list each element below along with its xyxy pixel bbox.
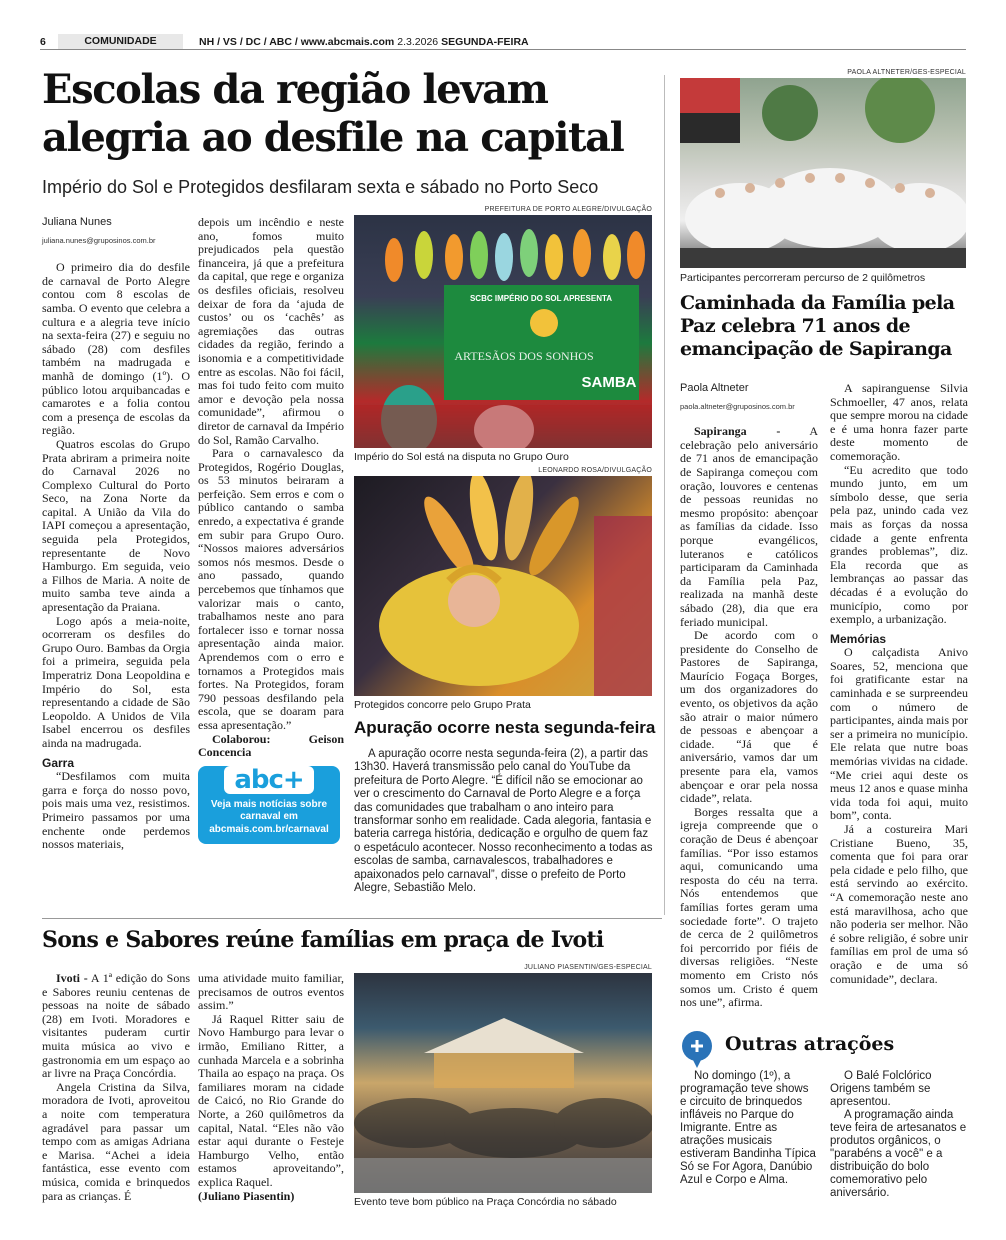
- photo-caption: Participantes percorreram percurso de 2 quilômetros: [680, 272, 926, 284]
- signature: (Juliano Piasentin): [198, 1188, 295, 1203]
- photo-credit: PREFEITURA DE PORTO ALEGRE/DIVULGAÇÃO: [484, 206, 652, 213]
- paragraph: Logo após a meia-noite, ocorreram os desfiles do Grupo Ouro. Bambas da Orgia foi a primeira, seguida pela Imperatriz Dona Leopoldina e Império do Sol, esta representando a cidade de São Leopoldo. A Unidos de Vila Isabel encerrou os desfiles ainda na madrugada.: [42, 613, 190, 750]
- crowd-photo-illustration: [680, 78, 966, 268]
- promo-text: Veja mais notícias sobre: [210, 798, 328, 810]
- paragraph: “Eu acredito que todo mundo junto, em um símbolo desse, que seria pela paz, unindo cada vez mais as forças da nossa cidade a gente enfrenta grandes problemas”, diz. Ela recorda que as lembranças ao passar das décadas é a evolução do município, como por exemplo, a urbanização.: [830, 462, 968, 627]
- promo-link[interactable]: abcmais.com.br/carnaval: [209, 823, 329, 835]
- paragraph: O Balé Folclórico Origens também se apresentou.: [830, 1070, 932, 1108]
- square-photo-illustration: [354, 973, 652, 1193]
- issue-date: 2.3.2026: [397, 35, 439, 48]
- paragraph: Já a costureira Mari Cristiane Bueno, 35, comenta que foi para orar pela cidade e pelo filho, que está servindo ao exército. “A comemoração neste ano está maravilhosa, acho que não poderia ser melhor. Não é sobre religião, é sobre unir famílias em prol de uma só oração e de uma só comunidade”, declara.: [830, 822, 968, 986]
- box-title: Outras atrações: [725, 1033, 895, 1055]
- dateline: Ivoti -: [56, 971, 88, 985]
- bottom-article-column-1: [42, 972, 190, 1203]
- emblem: [530, 309, 558, 337]
- plus-icon: [680, 1030, 714, 1070]
- abcmais-promo[interactable]: [198, 766, 340, 844]
- paragraph: A apuração ocorre nesta segunda-feira (2), a partir das 13h30. Haverá transmissão pelo canal do YouTube da prefeitura de Porto Alegre. “É difícil não se emocionar ao ver o crescimento do Carnaval de Porto Alegre e a força das comunidades que trabalham o ano inteiro para transformar sonho em realidade. Cada alegoria, fantasia e bateria carrega história, dedicação e orgulho de quem faz o espetáculo acontecer. Nosso reconhecimento a todas as escolas de samba, carnavalescos, trabalhadores e apaixonados pelo carnaval”, disse o prefeito de Porto Alegre, Sebastião Melo.: [354, 748, 653, 895]
- page-number: 6: [40, 35, 46, 48]
- paragraph: Borges ressalta que a igreja compreende que o coração de Deus é abençoar famílias. “Por isso estamos aqui, comunicando uma resposta do céu na terra. Nós entendemos que famílias fortes geram uma sociedade forte”. O trajeto de cerca de 2 quilômetros foi percorrido por fiéis de diversas religiões. “Neste momento em Cristo nós somos um. Cristo é quem nos une”, afirma.: [680, 804, 818, 1010]
- paragraph: Angela Cristina da Silva, moradora de Ivoti, aproveitou a noite com temperatura agradável para passar um tempo com as amigas Adriana e Marisa. “Achei a ideia fantástica, esse evento com música, comida e brinquedos para as crianças. É: [42, 1079, 190, 1203]
- promo-text: carnaval em: [240, 811, 298, 823]
- sign-text: SAMBA: [581, 374, 637, 391]
- photo-caption: Evento teve bom público na Praça Concórdia no sábado: [354, 1196, 617, 1208]
- main-article-column-1: [42, 216, 190, 852]
- abcmais-logo: abc+: [234, 764, 304, 795]
- main-subheadline: Império do Sol e Protegidos desfilaram sexta e sábado no Porto Seco: [42, 177, 599, 197]
- paragraph: Para o carnavalesco da Protegidos, Rogério Douglas, os 53 minutos beiraram a perfeição. Sem erros e com o público cantando o samba enredo, a expectativa é grande em subir para Grupo Ouro. “Nossos maiores adversários somos nós mesmos. Desde o ano passado, quando percebemos que tínhamos que valorizar mais o canto, trabalhamos neste ano para fortalecer isso e tornar nossa apresentação ainda maior. Aprendemos com o erro e tornamos a Protegidos mais fortes. Na Protegidos, foram 790 pessoas desfilando pela escola, que se doaram para essa apresentação.”: [198, 446, 344, 732]
- carnival-photo-illustration: [354, 215, 652, 448]
- sidebar-title: Apuração ocorre nesta segunda-feira: [354, 718, 656, 737]
- outlets: NH / VS / DC / ABC / www.abcmais.com: [199, 35, 395, 48]
- author-email: paola.altneter@gruposinos.com.br: [680, 401, 795, 411]
- paragraph: O calçadista Anivo Soares, 52, menciona que foi gratificante estar na caminhada e se surpreendeu com o número de participantes, ainda mais por ser a primeira no município. Ele relata que nutre boas memórias vividas na cidade. “Me criei aqui deste os meus 12 anos e quase minha vida toda foi aqui, muito bom”, conta.: [830, 645, 968, 823]
- right-article-column-1: [680, 382, 818, 1010]
- sign-text: ARTESÃOS DOS SONHOS: [454, 349, 594, 363]
- subhead-garra: Garra: [42, 755, 75, 770]
- paragraph: O primeiro dia do desfile de carnaval de Porto Alegre contou com 8 escolas de samba. O evento que celebra a cultura e a alegria teve início na sexta-feira (27) e seguiu no sábado (28) com desfiles também na madrugada e manhã de domingo (1º). O público lotou arquibancadas e camarotes e a folia contou com a presença de escolas da região.: [42, 260, 190, 438]
- main-article-column-2: [198, 216, 344, 844]
- bottom-article-column-2: [198, 972, 344, 1203]
- box-column-1: [680, 1070, 818, 1187]
- section-label: COMUNIDADE: [58, 34, 183, 49]
- paragraph: uma atividade muito familiar, precisamos de outros eventos assim.”: [198, 971, 344, 1013]
- feather-decorations: [385, 229, 645, 282]
- page-header: [40, 34, 966, 50]
- right-headline: Caminhada da Família pela Paz celebra 71 anos de emancipação de Sapiranga: [680, 292, 955, 360]
- author-name: Paola Altneter: [680, 382, 749, 394]
- paragraph: Sapiranga - A celebração pelo aniversário de 71 anos de emancipação de Sapiranga começou com oração, louvores e centenas de pessoas reunidas no mesmo propósito: abençoar as famílias da cidade. Isso porque evangélicos, luteranos e católicos participaram da Caminhada da Família pela Paz, realizada na manhã deste sábado (28), dia que era feriado municipal.: [680, 424, 818, 629]
- photo-caption: Império do Sol está na disputa no Grupo Ouro: [354, 451, 569, 463]
- sidebar-body: [354, 748, 656, 895]
- paragraph: Já Raquel Ritter saiu de Novo Hamburgo para levar o irmão, Emiliano Ritter, a cunhada Marcela e a sobrinha Thaila ao espaço na praça. Os familiares moram na cidade de Caicó, no Rio Grande do Norte, a 260 quilômetros da capital, Natal. “Eles não vão estar aqui durante o Festeje Hamburgo Velho, então estamos aproveitando”, explica Raquel.: [198, 1011, 344, 1189]
- author-email: juliana.nunes@gruposinos.com.br: [42, 235, 156, 245]
- column-divider: [664, 75, 665, 915]
- paragraph: No domingo (1º), a programação teve shows e circuito de brinquedos infláveis no Parque do Imigrante. Entre as atrações musicais estiveram Bandinha Típica Só se For Agora, Danúbio Azul e Corpo e Alma.: [680, 1070, 816, 1186]
- photo-caption: Protegidos concorre pelo Grupo Prata: [354, 699, 531, 711]
- sign-text: SCBC IMPÉRIO DO SOL APRESENTA: [469, 294, 613, 303]
- photo-imperio-do-sol: [354, 215, 652, 448]
- main-headline: Escolas da região levam alegria ao desfile na capital: [42, 66, 624, 161]
- dateline: Sapiranga -: [694, 424, 781, 439]
- box-column-2: [830, 1070, 970, 1200]
- right-article-column-2: [830, 382, 968, 986]
- paragraph: A sapiranguense Silvia Schmoeller, 47 anos, relata que sempre morou na cidade e é uma honra fazer parte deste momento de comemoração.: [830, 381, 968, 463]
- dancer-face: [448, 575, 500, 627]
- paragraph: Ivoti - A 1ª edição do Sons e Sabores reuniu centenas de pessoas na noite de sábado (28) em Ivoti. Moradores e visitantes puderam curtir muita música ao vivo e gastronomia em um espaço ao ar livre na Praça Concórdia.: [42, 971, 190, 1081]
- crowd: [354, 1098, 652, 1158]
- paragraph: “Desfilamos com muita garra e força do nosso povo, pois mais uma vez, resistimos. Primeiro passamos por uma enchente onde perdemos nossos materiais,: [42, 769, 190, 852]
- subhead-memorias: Memórias: [830, 631, 887, 646]
- photo-credit: PAOLA ALTNETER/GES-ESPECIAL: [847, 69, 966, 76]
- carnival-photo-illustration: [354, 476, 652, 696]
- section-divider: [42, 918, 662, 919]
- crowd: [685, 168, 966, 253]
- author-name: Juliana Nunes: [42, 216, 112, 228]
- photo-protegidos: [354, 476, 652, 696]
- photo-sons-e-sabores: [354, 973, 652, 1193]
- collaboration-credit: Colaborou: Geison Concencia: [198, 731, 344, 760]
- photo-caminhada: [680, 78, 966, 268]
- paragraph: Quatros escolas do Grupo Prata abriram a primeira noite do Carnaval 2026 no Complexo Cultural do Porto Seco, na Zona Norte da capital. A União da Vila do IAPI começou a apresentação, seguida pela Protegidos, representante de Novo Hamburgo. Em seguida, veio a Filhos de Maria. A noite de muito samba teve ainda a apresentação da Praiana.: [42, 436, 190, 615]
- headdress-feathers: [416, 476, 587, 581]
- paragraph: depois um incêndio e neste ano, fomos muito prejudicados pela questão financeira, já que a prefeitura da capital, que rege e organiza os desfiles oficiais, resolveu deixar de fora da ‘ajuda de custos’ ou os ‘cachês’ as agremiações das outras cidades da região, ferindo a isonomia e a competitividade entre as escolas. Não foi fácil, mas foi tudo feito com muito amor e devoção pela nossa comunidade”, afirmou o diretor de carnaval da Império do Sol, Ramão Carvalho.: [198, 215, 344, 447]
- paragraph: De acordo com o presidente do Conselho de Pastores de Sapiranga, Maurício Fogaça Borges, um dos organizadores do evento, os objetivos da ação são atrair o maior número de pessoas e abençoar a cidade. “Já que é aniversário, vamos dar um presente para ela, vamos abençoar e orar pela nossa cidade”, relata.: [680, 628, 818, 806]
- weekday: SEGUNDA-FEIRA: [441, 35, 529, 48]
- bottom-headline: Sons e Sabores reúne famílias em praça de Ivoti: [42, 927, 604, 953]
- photo-credit: JULIANO PIASENTIN/GES-ESPECIAL: [524, 964, 652, 971]
- photo-credit: LEONARDO ROSA/DIVULGAÇÃO: [538, 467, 652, 474]
- paragraph: A programação ainda teve feira de artesanatos e produtos orgânicos, o "parabéns a você" e a distribuição do bolo comemorativo pelo aniversário.: [830, 1109, 967, 1199]
- tent: [424, 1018, 584, 1053]
